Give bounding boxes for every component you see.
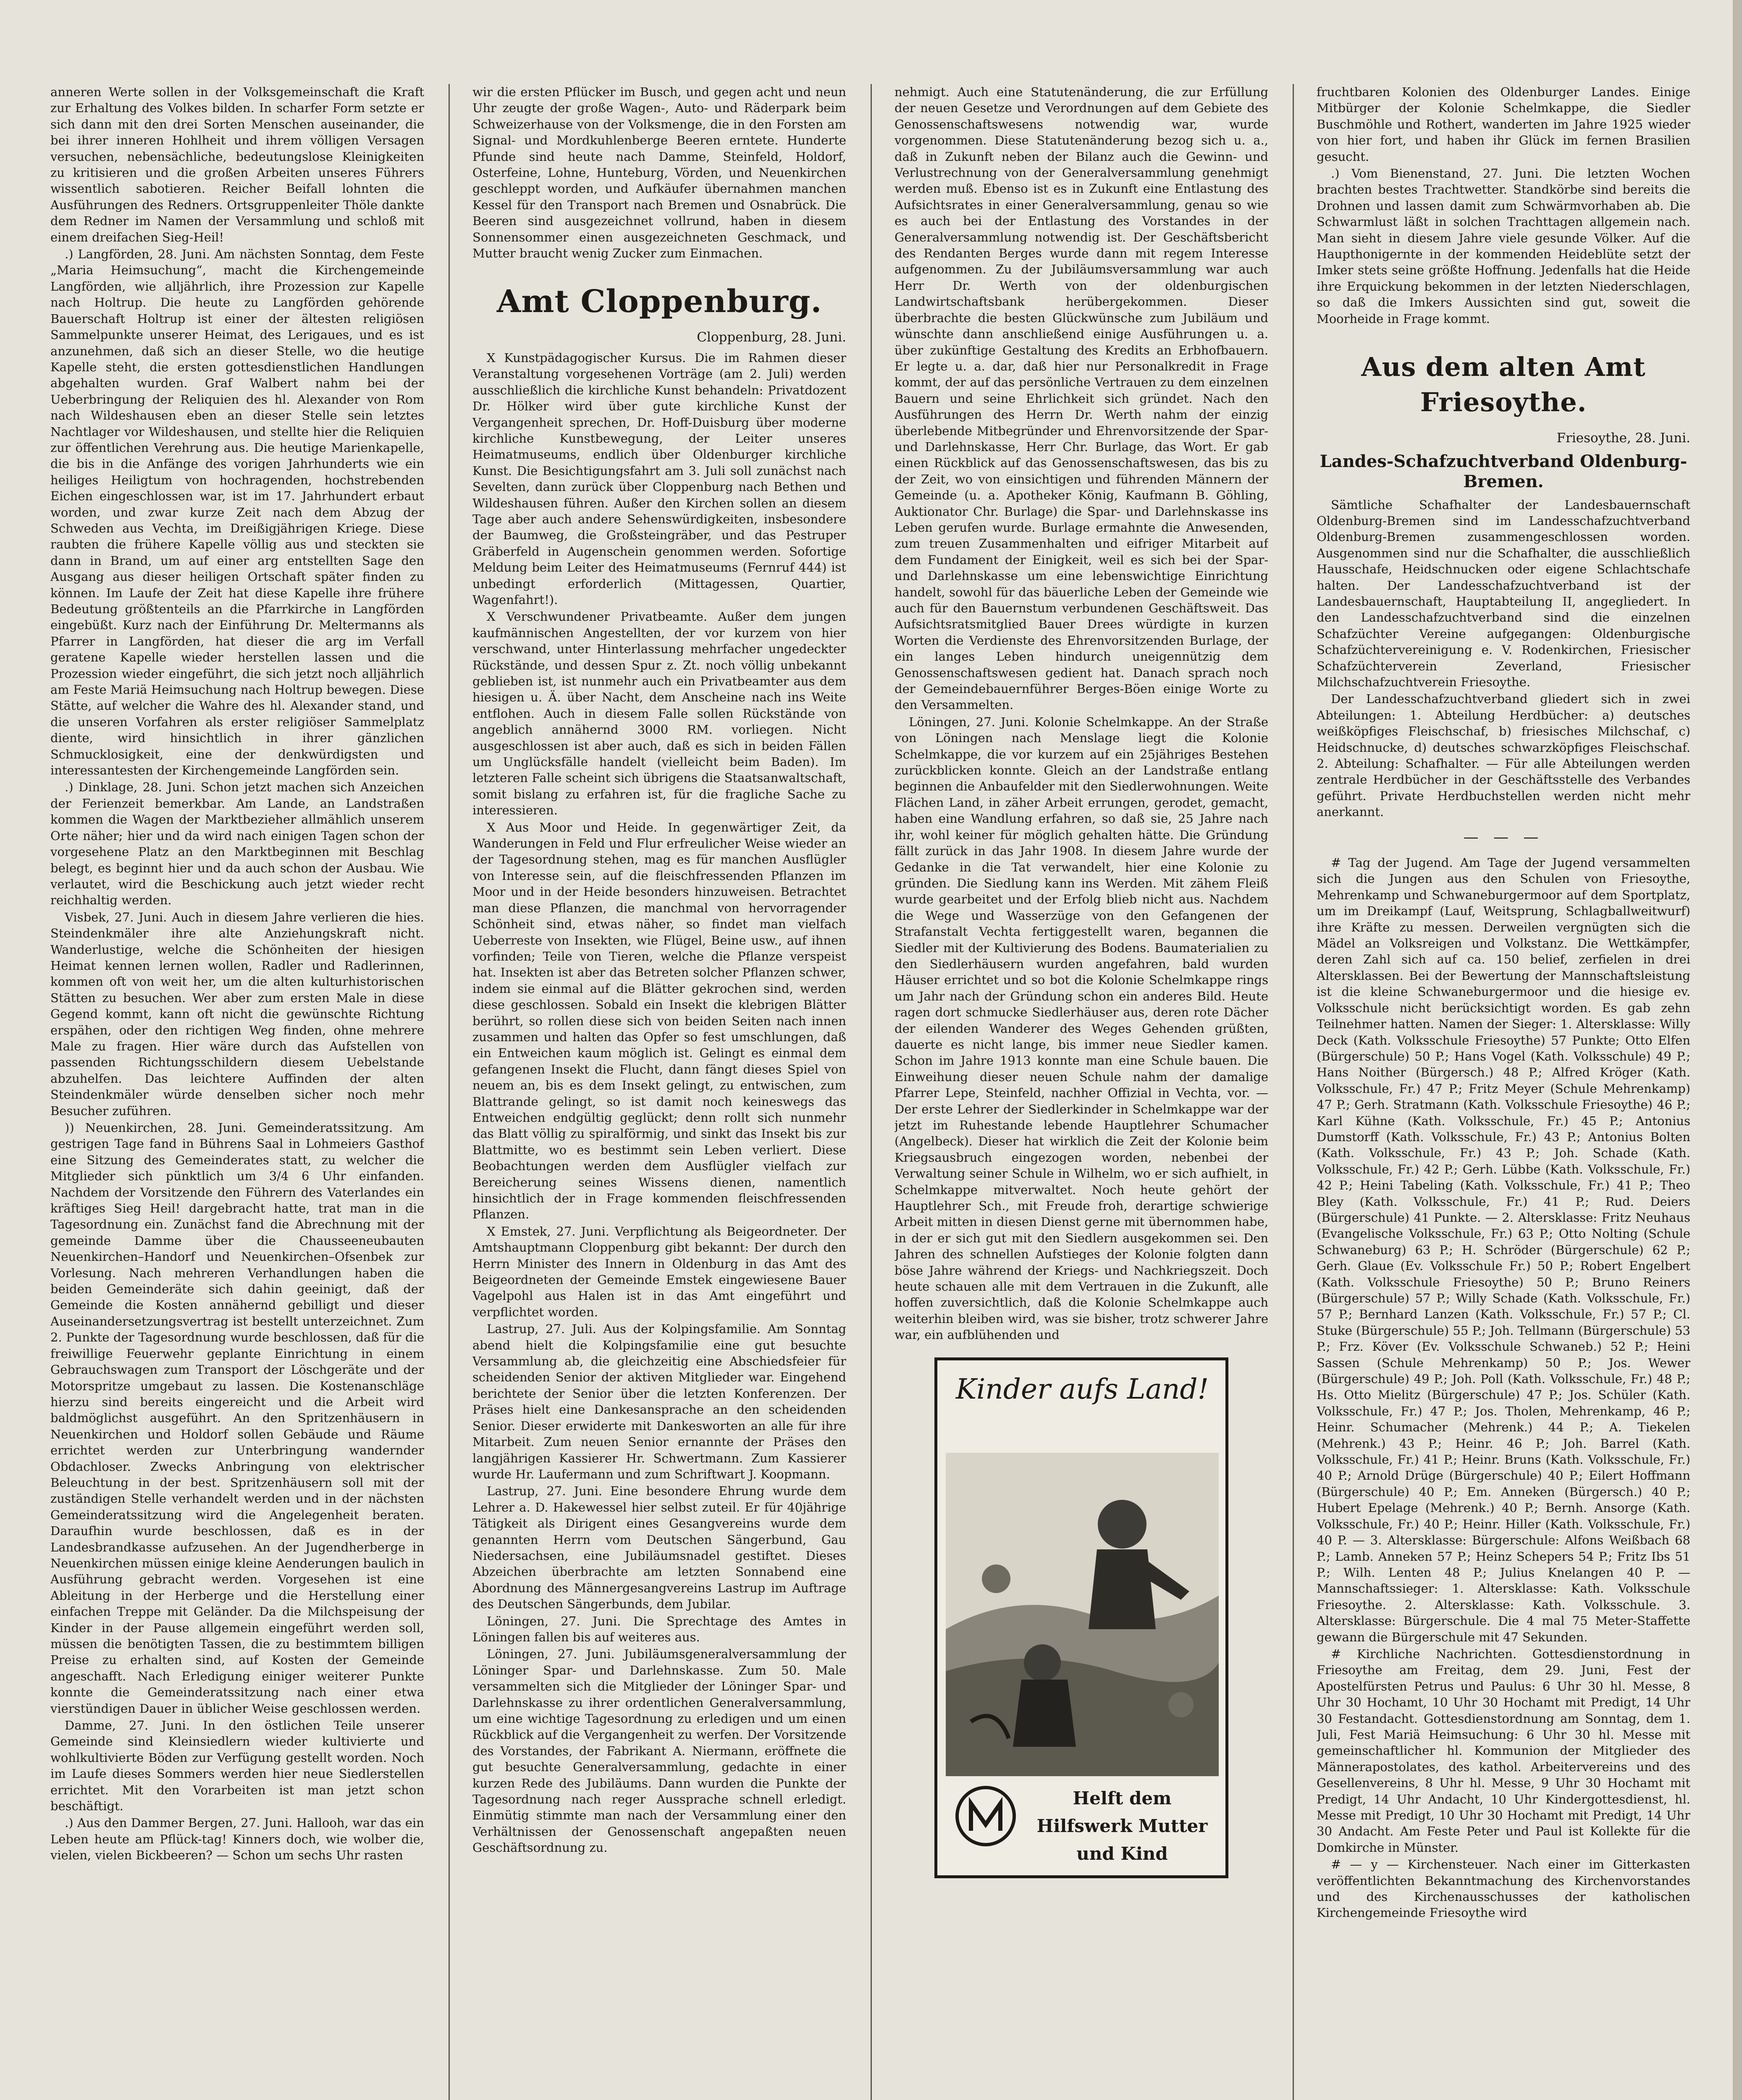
article-heading: Landes-Schafzuchtverband Oldenburg-Bremen. <box>1320 451 1687 491</box>
article-paragraph: Löningen, 27. Juni. Jubiläumsgeneralversammlung der Löninger Spar- und Darlehnskasse. Zum 50. Male versammelten sich die Mitglieder der Löninger Spar- und Darlehnskasse zu ihrer ordentlichen Generalversammlung, um eine wichtige Tagesordnung zu erledigen und um einen Rückblick auf die Vergangenheit zu werfen. Der Vorsitzende des Vorstandes, der Fabrikant A. Niermann, eröffnete die gut besuchte Generalversammlung, gedachte in einer kurzen Rede des Jubiläums. Dann wurden die Punkte der Tagesordnung nach reger Aussprache schnell erledigt. Einmütig stimmte man nach der Versammlung einer den Verhältnissen der Genossenschaft angepaßten neuen Geschäftsordnung zu. <box>472 1647 846 1855</box>
article-paragraph: Lastrup, 27. Juli. Aus der Kolpingsfamilie. Am Sonntag abend hielt die Kolpingsfamilie eine gut besuchte Versammlung ab, die gleichzeitig eine Abschiedsfeier für scheidenden Senior der aktiven Mitglieder war. Eingehend berichtete der Senior über die letzten Konferenzen. Der Präses hielt eine Dankesansprache an den scheidenden Senior. Dieser erwiderte mit Dankesworten an alle für ihre Mitarbeit. Zum neuen Senior ernannte der Präses den langjährigen Kassierer Hr. Schwertmann. Zum Kassierer wurde Hr. Laufermann und zum Schriftwart J. Koopmann. <box>472 1322 846 1481</box>
dateline: Cloppenburg, 28. Juni. <box>697 330 846 345</box>
ad-caption: Helft dem Hilfswerk Mutter und Kind <box>1036 1788 1208 1864</box>
article-paragraph: X Kunstpädagogischer Kursus. Die im Rahmen dieser Veranstaltung vorgesehenen Vorträge (am 2. Juli) werden ausschließlich die kirchliche Kunst behandeln: Privatdozent Dr. Hölker wird über gute kirchliche Kunst der Vergangenheit sprechen, Dr. Hoff-Duisburg über moderne kirchliche Kunstbewegung, der Leiter unseres Heimatmuseums, endlich über Oldenburger kirchliche Kunst. Die Besichtigungsfahrt am 3. Juli soll zunächst nach Sevelten, dann zurück über Cloppenburg nach Bethen und Wildeshausen führen. Außer den Kirchen sollen an diesem Tage aber auch andere Sehenswürdigkeiten, insbesondere der Baumweg, die Großsteingräber, und das Pestruper Gräberfeld in Augenschein genommen werden. Sofortige Meldung beim Leiter des Heimatmuseums (Fernruf 444) ist unbedingt erforderlich (Mittagessen, Quartier, Wagenfahrt!). <box>472 350 846 607</box>
ad-illustration <box>946 1453 1219 1776</box>
article-paragraph: nehmigt. Auch eine Statutenänderung, die zur Erfüllung der neuen Gesetze und Verordnungen auf dem Gebiete des Genossenschaftswesens notwendig war, wurde vorgenommen. Diese Statutenänderung bezog sich u. a., daß in Zukunft neben der Bilanz auch die Gewinn- und Verlustrechnung von der Generalversammlung genehmigt werden muß. Ebenso ist es in Zukunft eine Entlastung des Aufsichtsrates in einer Generalversammlung, genau so wie es auch bei der Entlastung des Vorstandes in der Generalversammlung notwendig ist. Der Geschäftsbericht des Rendanten Berges wurde dann mit regem Interesse aufgenommen. Zu der Jubiläumsversammlung war auch Herr Dr. Werth von der oldenburgischen Landwirtschaftsbank herübergekommen. Dieser überbrachte die besten Glückwünsche zum Jubiläum und wünschte dann anschließend einige Ausführungen u. a. über zukünftige Gestaltung des Kredits an Erbhofbauern. Er legte u. a. dar, daß hier nur Personalkredit in Frage kommt, der auf das persönliche Vertrauen zu dem einzelnen Bauern und seine Ehrlichkeit sich gründet. Nach den Ausführungen des Herrn Dr. Werth nahm der einzig überlebende Mitbegründer und Ehrenvorsitzende der Spar- und Darlehnskasse, Herr Chr. Burlage, das Wort. Er gab einen Rückblick auf das Genossenschaftswesen, das bis zu der Zeit, wo von einsichtigen und führenden Männern der Gemeinde (u. a. Apotheker König, Kaufmann B. Göhling, Auktionator Chr. Burlage) die Spar- und Darlehnskasse ins Leben gerufen wurde. Burlage ermahnte die Anwesenden, zum treuen Zusammenhalten und eifriger Mitarbeit auf dem Fundament der Einigkeit, weil es sich bei der Spar- und Darlehnskasse um eine lebenswichtige Einrichtung handelt, sowohl für das bäuerliche Leben der Gemeinde wie auch für den Bauernstum verbundenen Geschäftsweit. Das Aufsichtsratsmitglied Bauer Drees würdigte in kurzen Worten die Verdienste des Ehrenvorsitzenden Burlage, der ein langes Leben hindurch uneigennützig dem Genossenschaftswesen gedient hat. Danach sprach noch der Gemeindebauernführer Berges-Böen einige Worte zu den Versammelten. <box>895 85 1268 712</box>
article-paragraph: .) Langförden, 28. Juni. Am nächsten Sonntag, dem Feste „Maria Heimsuchung“, macht die Kirchengemeinde Langförden, wie alljährlich, ihre Prozession zur Kapelle nach Holtrup. Die heute zu Langförden gehörende Bauerschaft Holtrup ist einer der ältesten religiösen Sammelpunkte unserer Heimat, des Lerigaues, und es ist anzunehmen, daß sich an dieser Stelle, wo die heutige Kapelle steht, die ersten gottesdienstlichen Handlungen abgehalten wurden. Graf Walbert nahm bei der Ueberbringung der Reliquien des hl. Alexander von Rom nach Wildeshausen eben an dieser Stelle sein letztes Nachtlager vor Wildeshausen, und stellte hier die Reliquien zur öffentlichen Verehrung aus. Die heutige Marienkapelle, die bis in die Anfänge des vorigen Jahrhunderts wie ein heiliges Heiligtum von hochragenden, hochstrebenden Eichen eingeschlossen war, ist im 17. Jahrhundert erbaut worden, und zwar kurze Zeit nach dem Abzug der Schweden aus Vechta, im Dreißigjährigen Kriege. Diese raubten die frühere Kapelle völlig aus und steckten sie dann in Brand, um auf einer arg entstellten Sage den Ausgang aus dieser heiligen Ortschaft später finden zu können. Im Laufe der Zeit hat diese Kapelle ihre frühere Bedeutung größtenteils an die Pfarrkirche in Langförden eingebüßt. Kurz nach der Einführung Dr. Meltermanns als Pfarrer in Langförden, hat dieser die arg im Verfall geratene Kapelle wieder herstellen lassen und die Prozession wieder eingeführt, die sich jetzt noch alljährlich am Feste Mariä Heimsuchung nach Holtrup bewegen. Diese Stätte, auf welcher die Wahre des hl. Alexander stand, und die unseren Vorfahren als erster religiöser Sammelplatz diente, wird hinsichtlich in ihrer gänzlichen Schmucklosigkeit, eine der denkwürdigsten und interessantesten der Kirchengemeinde Langförden sein. <box>50 247 424 778</box>
article-paragraph: X Verschwundener Privatbeamte. Außer dem jungen kaufmännischen Angestellten, der vor kurzem von hier verschwand, unter Hinterlassung mehrfacher ungedeckter Rückstände, und dessen Spur z. Zt. noch völlig unbekannt geblieben ist, ist nunmehr auch ein Privatbeamter aus dem hiesigen u. Ä. über Nacht, dem Anscheine nach ins Weite entflohen. Auch in diesem Falle sollen Rückstände von angeblich annähernd 3000 RM. vorliegen. Nicht ausgeschlossen ist aber auch, daß es sich in beiden Fällen um Unglücksfälle handelt (vielleicht beim Baden). Im letzteren Falle scheint sich übrigens die Staatsanwaltschaft, somit bislang zu erfahren ist, für die fragliche Sache zu interessieren. <box>472 609 846 818</box>
article-paragraph: anneren Werte sollen in der Volksgemeinschaft die Kraft zur Erhaltung des Volkes bilden. In scharfer Form setzte er sich dann mit den drei Sorten Menschen auseinander, die bei ihrer inneren Hohlheit und ihrem völligen Versagen versuchen, nebensächliche, bedeutungslose Kleinigkeiten zu kritisieren und die großen Arbeiten unseres Führers wissentlich sabotieren. Reicher Beifall lohnten die Ausführungen des Redners. Ortsgruppenleiter Thöle dankte dem Redner im Namen der Versammlung und schloß mit einem dreifachen Sieg-Heil! <box>50 85 424 244</box>
article-paragraph: Löningen, 27. Juni. Die Sprechtage des Amtes in Löningen fallen bis auf weiteres aus. <box>472 1614 846 1644</box>
section-divider: — — — <box>1463 828 1544 846</box>
nsv-emblem-icon <box>954 1785 1017 1848</box>
dateline: Friesoythe, 28. Juni. <box>1556 430 1690 446</box>
page-edge <box>1733 0 1742 2100</box>
column-1 <box>50 84 424 2100</box>
column-4 <box>1317 84 1690 2100</box>
article-paragraph: X Aus Moor und Heide. In gegenwärtiger Zeit, da Wanderungen in Feld und Flur erfreulicher Weise wieder an der Tagesordnung stehen, mag es für manchen Ausflügler von Interesse sein, auf die fleischfressenden Pflanzen im Moor und in der Heide besonders hinzuweisen. Betrachtet man diese Pflanzen, die manchmal von hervorragender Schönheit sind, etwas näher, so findet man vielfach Ueberreste von Insekten, wie Flügel, Beine usw., auf ihnen vorfinden; Teile von Tieren, welche die Pflanze verspeist hat. Insekten ist aber das Betreten solcher Pflanzen schwer, indem sie einmal auf die Blätter gekrochen sind, werden diese geschlossen. Sobald ein Insekt die klebrigen Blätter berührt, so rollen diese sich von beiden Seiten nach innen zusammen und halten das Opfer so fest umschlungen, daß ein Entweichen kaum möglich ist. Gelingt es einmal dem gefangenen Insekt die Flucht, dann fängt dieses Spiel von neuem an, bis es dem Insekt gelingt, zu entwischen, zum Blattrande gelingt, so ist damit noch keineswegs das Entweichen endgültig geglückt; denn rollt sich nunmehr das Blatt völlig zu spiralförmig, und sinkt das Insekt bis zur Blattmitte, wo es bestimmt sein Leben verliert. Diese Beobachtungen werden dem Ausflügler vielfach zur Bereicherung seines Wissens dienen, namentlich hinsichtlich der in Frage kommenden fleischfressenden Pflanzen. <box>472 820 846 1222</box>
column-3 <box>895 84 1268 2100</box>
article-paragraph: .) Vom Bienenstand, 27. Juni. Die letzten Wochen brachten bestes Trachtwetter. Standkörbe sind bereits die Drohnen und lassen damit zum Schwärmvorhaben ab. Die Schwarmlust läßt in solchen Trachttagen allgemein nach. Man sieht in diesem Jahre viele gesunde Völker. Auf die Haupthonigernte in der kommenden Heideblüte setzt der Imker stets seine größte Hoffnung. Jedenfalls hat die Heide ihre Erquickung bekommen in der letzten Niederschlagen, so daß die Imkers Aussichten sind gut, soweit die Moorheide in Frage kommt. <box>1317 166 1690 326</box>
column-2 <box>472 84 846 2100</box>
article-paragraph: # — y — Kirchensteuer. Nach einer im Gitterkasten veröffentlichten Bekanntmachung des Kirchenvorstandes und des Kirchenausschusses der katholischen Kirchengemeinde Friesoythe wird <box>1317 1857 1690 1920</box>
column-rule <box>449 84 450 2100</box>
article-paragraph: # Kirchliche Nachrichten. Gottesdienstordnung in Friesoythe am Freitag, dem 29. Juni, Fest der Apostelfürsten Petrus und Paulus: 6 Uhr 30 hl. Messe, 8 Uhr 30 Hochamt, 10 Uhr 30 Hochamt mit Predigt, 14 Uhr 30 Festandacht. Gottesdienstordnung am Sonntag, dem 1. Juli, Fest Mariä Heimsuchung: 6 Uhr 30 hl. Messe mit gemeinschaftlicher hl. Kommunion der Mitglieder des Männerapostolates, des kathol. Arbeitervereins und des Gesellenvereins, 8 Uhr hl. Messe, 9 Uhr 30 Hochamt mit Predigt, 14 Uhr Andacht, 10 Uhr Kindergottesdienst, hl. Messe mit Predigt, 10 Uhr 30 Hochamt mit Predigt, 14 Uhr 30 Andacht. Am Feste Peter und Paul ist Kollekte für die Domkirche in Münster. <box>1317 1646 1690 1855</box>
advertisement <box>934 1357 1228 1878</box>
article-paragraph: )) Neuenkirchen, 28. Juni. Gemeinderatssitzung. Am gestrigen Tage fand in Bührens Saal in Lohmeiers Gasthof eine Sitzung des Gemeinderates statt, zu welcher die Mitglieder sich pünktlich um 3/4 6 Uhr einfanden. Nachdem der Vorsitzende den Führern des Vaterlandes ein kräftiges Sieg Heil! dargebracht hatte, trat man in die Tagesordnung ein. Zunächst fand die Abrechnung mit der gemeinde Damme über die Chausseeneubauten Neuenkirchen–Handorf und Neuenkirchen–Ofsenbek zur Vorlesung. Nach mehreren Verhandlungen haben die beiden Gemeinderäte sich dahin geeinigt, daß der Gemeinde die Kosten annähernd gebilligt und dieser Auseinandersetzungsvertrag ist bestellt unterzeichnet. Zum 2. Punkte der Tagesordnung wurde beschlossen, daß für die freiwillige Feuerwehr geplante Einrichtung in einem Gebrauchswagen zum Transport der Löschgeräte und der Motorspritze umgebaut zu lassen. Die Kostenanschläge hierzu sind bereits eingereicht und die Arbeit wird baldmöglichst ausgeführt. An den Spritzenhäusern in Neuenkirchen und Holdorf sollen Gebäude und Räume errichtet werden zur Unterbringung wandernder Obdachloser. Zwecks Anbringung von elektrischer Beleuchtung in der best. Spritzenhäusern soll mit der zuständigen Stelle verhandelt werden und in der nächsten Gemeinderatssitzung wird die Angelegenheit beraten. Daraufhin wurde beschlossen, daß es in der Landesbrandkasse aufzusehen. An der Jugendherberge in Neuenkirchen müssen einige kleine Aenderungen baulich in Ausführung gebracht werden. Vorgesehen ist eine Ableitung in der Herberge und die Herstellung einer einfachen Treppe mit Geländer. Da die Milchspeisung der Kinder in der Pause allgemein eingeführt werden soll, müssen die benötigten Tassen, die zu bestimmtem billigen Preise zu erhalten sind, auf Kosten der Gemeinde angeschafft. Nach Erledigung einiger weiterer Punkte konnte die Gemeinderatssitzung nach einer etwa vierstündigen Dauer in üblicher Weise geschlossen werden. <box>50 1121 424 1716</box>
article-paragraph: Löningen, 27. Juni. Kolonie Schelmkappe. An der Straße von Löningen nach Menslage liegt die Kolonie Schelmkappe, die vor kurzem auf ein 25jähriges Bestehen zurückblicken konnte. Gleich an der Landstraße entlang beginnen die Anbaufelder mit den Siedlerwohnungen. Weite Flächen Land, in zäher Arbeit errungen, gerodet, gemacht, haben eine Wandlung erfahren, so daß sie, 25 Jahre nach ihr, wohl keiner für möglich gehalten hätte. Die Gründung fällt zurück in das Jahr 1908. In diesem Jahre wurde der Gedanke in die Tat verwandelt, hier eine Kolonie zu gründen. Die Siedlung kann ins Werden. Mit zähem Fleiß wurde gearbeitet und der Erfolg blieb nicht aus. Nachdem die Wege und Wasserzüge von den Gefangenen der Strafanstalt Vechta fertiggestellt waren, begannen die Siedler mit der Kultivierung des Bodens. Baumaterialien zu den Siedlerhäusern wurden angefahren, bald wurden Häuser errichtet und so bot die Kolonie Schelmkappe rings um Jahr nach der Gründung schon ein anderes Bild. Heute ragen dort schmucke Siedlerhäuser aus, deren rote Dächer der eilenden Wanderer des Weges Gehenden grüßten, dauerte es nicht lange, bis immer neue Siedler kamen. Schon im Jahre 1913 konnte man eine Schule bauen. Die Einweihung dieser neuen Schule nahm der damalige Pfarrer Lepe, Steinfeld, nachher Offizial in Vechta, vor. — Der erste Lehrer der Siedlerkinder in Schelmkappe war der jetzt im Ruhestande lebende Hauptlehrer Schumacher (Angelbeck). Dieser hat wirklich die Zeit der Kolonie beim Kriegsausbruch eingezogen worden, nebenbei der Verwaltung seiner Schule in Wilhelm, wo er sich aufhielt, in Schelmkappe mitverwaltet. Noch heute gehört der Hauptlehrer Sch., mit Freude froh, derartige schwierige Arbeit mitten in diesen Dienst gerne mit übernommen habe, in der er sich gut mit den Siedlern ausgekommen sei. Den Jahren des schnellen Aufstieges der Kolonie folgten dann böse Jahre während der Kriegs- und Nachkriegszeit. Doch heute schauen alle mit dem Vertrauen in die Zukunft, alle hoffen zuversichtlich, daß die Kolonie Schelmkappe auch weiterhin bleiben wird, was sie bisher, trotz schwerer Jahre war, ein aufblühenden und <box>895 714 1268 1342</box>
article-paragraph: Sämtliche Schafhalter der Landesbauernschaft Oldenburg-Bremen sind im Landesschafzuchtverband Oldenburg-Bremen zusammengeschlossen worden. Ausgenommen sind nur die Schafhalter, die ausschließlich Hausschafe, Heidschnucken oder eigene Schlachtschafe halten. Der Landesschafzuchtverband ist der Landesbauernschaft, Hauptabteilung II, angegliedert. In den Landesschafzuchtverband sind die einzelnen Schafzüchter Vereine aufgegangen: Oldenburgische Schafzüchtervereinigung e. V. Rodenkirchen, Friesischer Schafzüchterverein Zeverland, Friesischer Milchschafzuchtverein Friesoythe. <box>1317 497 1690 689</box>
article-paragraph: .) Aus den Dammer Bergen, 27. Juni. Hallooh, war das ein Leben heute am Pflück-tag! Kinners doch, wie wolber die, vielen, vielen Bickbeeren? — Schon um sechs Uhr rasten <box>50 1816 424 1863</box>
article-paragraph: X Emstek, 27. Juni. Verpflichtung als Beigeordneter. Der Amtshauptmann Cloppenburg gibt bekannt: Der durch den Herrn Minister des Innern in Oldenburg in das Amt des Beigeordneten der Gemeinde Emstek eingewiesene Bauer Vagelpohl aus Halen ist in das Amt eingeführt und verpflichtet worden. <box>472 1224 846 1319</box>
section-heading: Amt Cloppenburg. <box>496 284 822 320</box>
article-paragraph: fruchtbaren Kolonien des Oldenburger Landes. Einige Mitbürger der Kolonie Schelmkappe, die Siedler Buschmöhle und Rothert, wanderten im Jahre 1925 wieder von hier fort, und haben ihr Glück im fernen Brasilien gesucht. <box>1317 85 1690 164</box>
article-paragraph: # Tag der Jugend. Am Tage der Jugend versammelten sich die Jungen aus den Schulen von Friesoythe, Mehrenkamp und Schwaneburgermoor auf dem Sportplatz, um im Dreikampf (Lauf, Weitsprung, Schlagballweitwurf) ihre Kräfte zu messen. Derweilen vergnügten sich die Mädel an Volksreigen und Volkstanz. Die Wettkämpfer, deren Zahl sich auf ca. 150 belief, zerfielen in drei Altersklassen. Bei der Bewertung der Mannschaftsleistung ist die kleine Schwaneburgermoor und die hiesige ev. Volksschule nicht berücksichtigt worden. Es gab zehn Teilnehmer hatten. Namen der Sieger: 1. Altersklasse: Willy Deck (Kath. Volksschule Friesoythe) 57 Punkte; Otto Elfen (Bürgerschule) 50 P.; Hans Vogel (Kath. Volksschule) 49 P.; Hans Noither (Bürgersch.) 48 P.; Alfred Kröger (Kath. Volksschule, Fr.) 47 P.; Fritz Meyer (Schule Mehrenkamp) 47 P.; Gerh. Stratmann (Kath. Volksschule Friesoythe) 46 P.; Karl Kühne (Kath. Volksschule, Fr.) 45 P.; Antonius Dumstorff (Kath. Volksschule, Fr.) 43 P.; Antonius Bolten (Kath. Volksschule, Fr.) 43 P.; Joh. Schade (Kath. Volksschule, Fr.) 42 P.; Gerh. Lübbe (Kath. Volksschule, Fr.) 42 P.; Heini Tabeling (Kath. Volksschule, Fr.) 41 P.; Theo Bley (Kath. Volksschule, Fr.) 41 P.; Rud. Deiers (Bürgerschule) 41 Punkte. — 2. Altersklasse: Fritz Neuhaus (Evangelische Volksschule, Fr.) 63 P.; Otto Nolting (Schule Schwaneburg) 63 P.; H. Schröder (Bürgerschule) 62 P.; Gerh. Glaue (Ev. Volksschule Fr.) 50 P.; Robert Engelbert (Kath. Volksschule Friesoythe) 50 P.; Bruno Reiners (Bürgerschule) 57 P.; Willy Schade (Kath. Volksschule, Fr.) 57 P.; Bernhard Lanzen (Kath. Volksschule, Fr.) 57 P.; Cl. Stuke (Bürgerschule) 55 P.; Joh. Tellmann (Bürgerschule) 53 P.; Frz. Köver (Ev. Volksschule Schwaneb.) 52 P.; Heini Sassen (Schule Mehrenkamp) 50 P.; Jos. Wewer (Bürgerschule) 49 P.; Joh. Poll (Kath. Volksschule, Fr.) 48 P.; Hs. Otto Mielitz (Bürgerschule) 47 P.; Jos. Schüler (Kath. Volksschule, Fr.) 47 P.; Jos. Tholen, Mehrenkamp, 46 P.; Heinr. Schumacher (Mehrenk.) 44 P.; A. Tiekelen (Mehrenk.) 43 P.; Heinr. 46 P.; Joh. Barrel (Kath. Volksschule, Fr.) 41 P.; Heinr. Bruns (Kath. Volksschule, Fr.) 40 P.; Arnold Drüge (Bürgerschule) 40 P.; Eilert Hoffmann (Bürgerschule) 40 P.; Em. Anneken (Bürgersch.) 40 P.; Hubert Epelage (Mehrenk.) 40 P.; Bernh. Ansorge (Kath. Volksschule, Fr.) 40 P.; Heinr. Hiller (Kath. Volksschule, Fr.) 40 P. — 3. Altersklasse: Bürgerschule: Alfons Weißbach 68 P.; Lamb. Anneken 57 P.; Heinz Schepers 54 P.; Fritz Ibs 51 P.; Wilh. Lenten 48 P.; Julius Knelangen 40 P. — Mannschaftssieger: 1. Altersklasse: Kath. Volksschule Friesoythe. 2. Altersklasse: Kath. Volksschule. 3. Altersklasse: Bürgerschule. Die 4 mal 75 Meter-Staffette gewann die Bürgerschule mit 47 Sekunden. <box>1317 856 1690 1644</box>
article-paragraph: Der Landesschafzuchtverband gliedert sich in zwei Abteilungen: 1. Abteilung Herdbücher: a) deutsches weißköpfiges Fleischschaf, b) friesisches Milchschaf, c) Heidschnucke, d) deutsches schwarzköpfiges Fleischschaf. 2. Abteilung: Schafhalter. — Für alle Abteilungen werden zentrale Herdbücher in der Geschäftsstelle des Verbandes geführt. Private Herdbuchstellen werden nicht mehr anerkannt. <box>1317 692 1690 819</box>
column-rule <box>871 84 872 2100</box>
article-paragraph: Visbek, 27. Juni. Auch in diesem Jahre verlieren die hies. Steindenkmäler ihre alte Anziehungskraft nicht. Wanderlustige, welche die Schönheiten der hiesigen Heimat kennen lernen wollen, Radler und Radlerinnen, kommen oft von weit her, um die alten kulturhistorischen Stätten zu besuchen. Wer aber zum ersten Male in diese Gegend kommt, kann oft nicht die gewünschte Richtung erspähen, oder den richtigen Weg finden, ohne mehrere Male zu fragen. Hier wäre durch das Aufstellen von passenden Richtungsschildern diesem Uebelstande abzuhelfen. Das leichtere Auffinden der alten Steindenkmäler würde denselben sicher noch mehr Besucher zuführen. <box>50 910 424 1118</box>
section-heading: Aus dem alten Amt Friesoythe. <box>1361 352 1646 418</box>
article-paragraph: Lastrup, 27. Juni. Eine besondere Ehrung wurde dem Lehrer a. D. Hakewessel hier selbst zuteil. Er für 40jährige Tätigkeit als Dirigent eines Gesangvereins wurde dem genannten Herrn vom Deutschen Sängerbund, Gau Niedersachsen, eine Jubiläumsnadel gestiftet. Dieses Abzeichen überbrachte am letzten Sonnabend eine Abordnung des Männergesangvereins Lastrup im Auftrage des Deutschen Sängerbunds, dem Jubilar. <box>472 1484 846 1612</box>
ad-title: Kinder aufs Land! <box>955 1373 1209 1405</box>
article-paragraph: .) Dinklage, 28. Juni. Schon jetzt machen sich Anzeichen der Ferienzeit bemerkbar. Am Lande, an Landstraßen kommen die Wagen der Marktbezieher allmählich unserem Orte näher; hier und da wird nach einigen Tagen schon der vorgesehene Platz an den Marktbeginnen mit Beschlag belegt, es beginnt hier und da auch schon der Ausbau. Wie verlautet, wird die Beschickung auch jetzt wieder recht reichhaltig werden. <box>50 780 424 908</box>
article-paragraph: Damme, 27. Juni. In den östlichen Teile unserer Gemeinde sind Kleinsiedlern wieder kultivierte und wohlkultivierte Böden zur Verfügung gestellt worden. Noch im Laufe dieses Sommers werden hier neue Siedlerstellen errichtet. Mit den Vorarbeiten ist man jetzt schon beschäftigt. <box>50 1718 424 1814</box>
column-rule <box>1293 84 1294 2100</box>
article-paragraph: wir die ersten Pflücker im Busch, und gegen acht und neun Uhr zeugte der große Wagen-, Auto- und Räderpark beim Schweizerhause von der Volksmenge, die in den Forsten am Signal- und Mordkuhlenberge Beeren erntete. Hunderte Pfunde sind heute nach Damme, Steinfeld, Holdorf, Osterfeine, Lohne, Hunteburg, Vörden, und Neuenkirchen geschleppt worden, und Aufkäufer übernahmen manchen Kessel für den Transport nach Bremen und Osnabrück. Die Beeren sind ausgezeichnet vollrund, haben in diesem Sonnensommer einen ausgezeichneten Geschmack, und Mutter braucht wenig Zucker zum Einmachen. <box>472 85 846 261</box>
